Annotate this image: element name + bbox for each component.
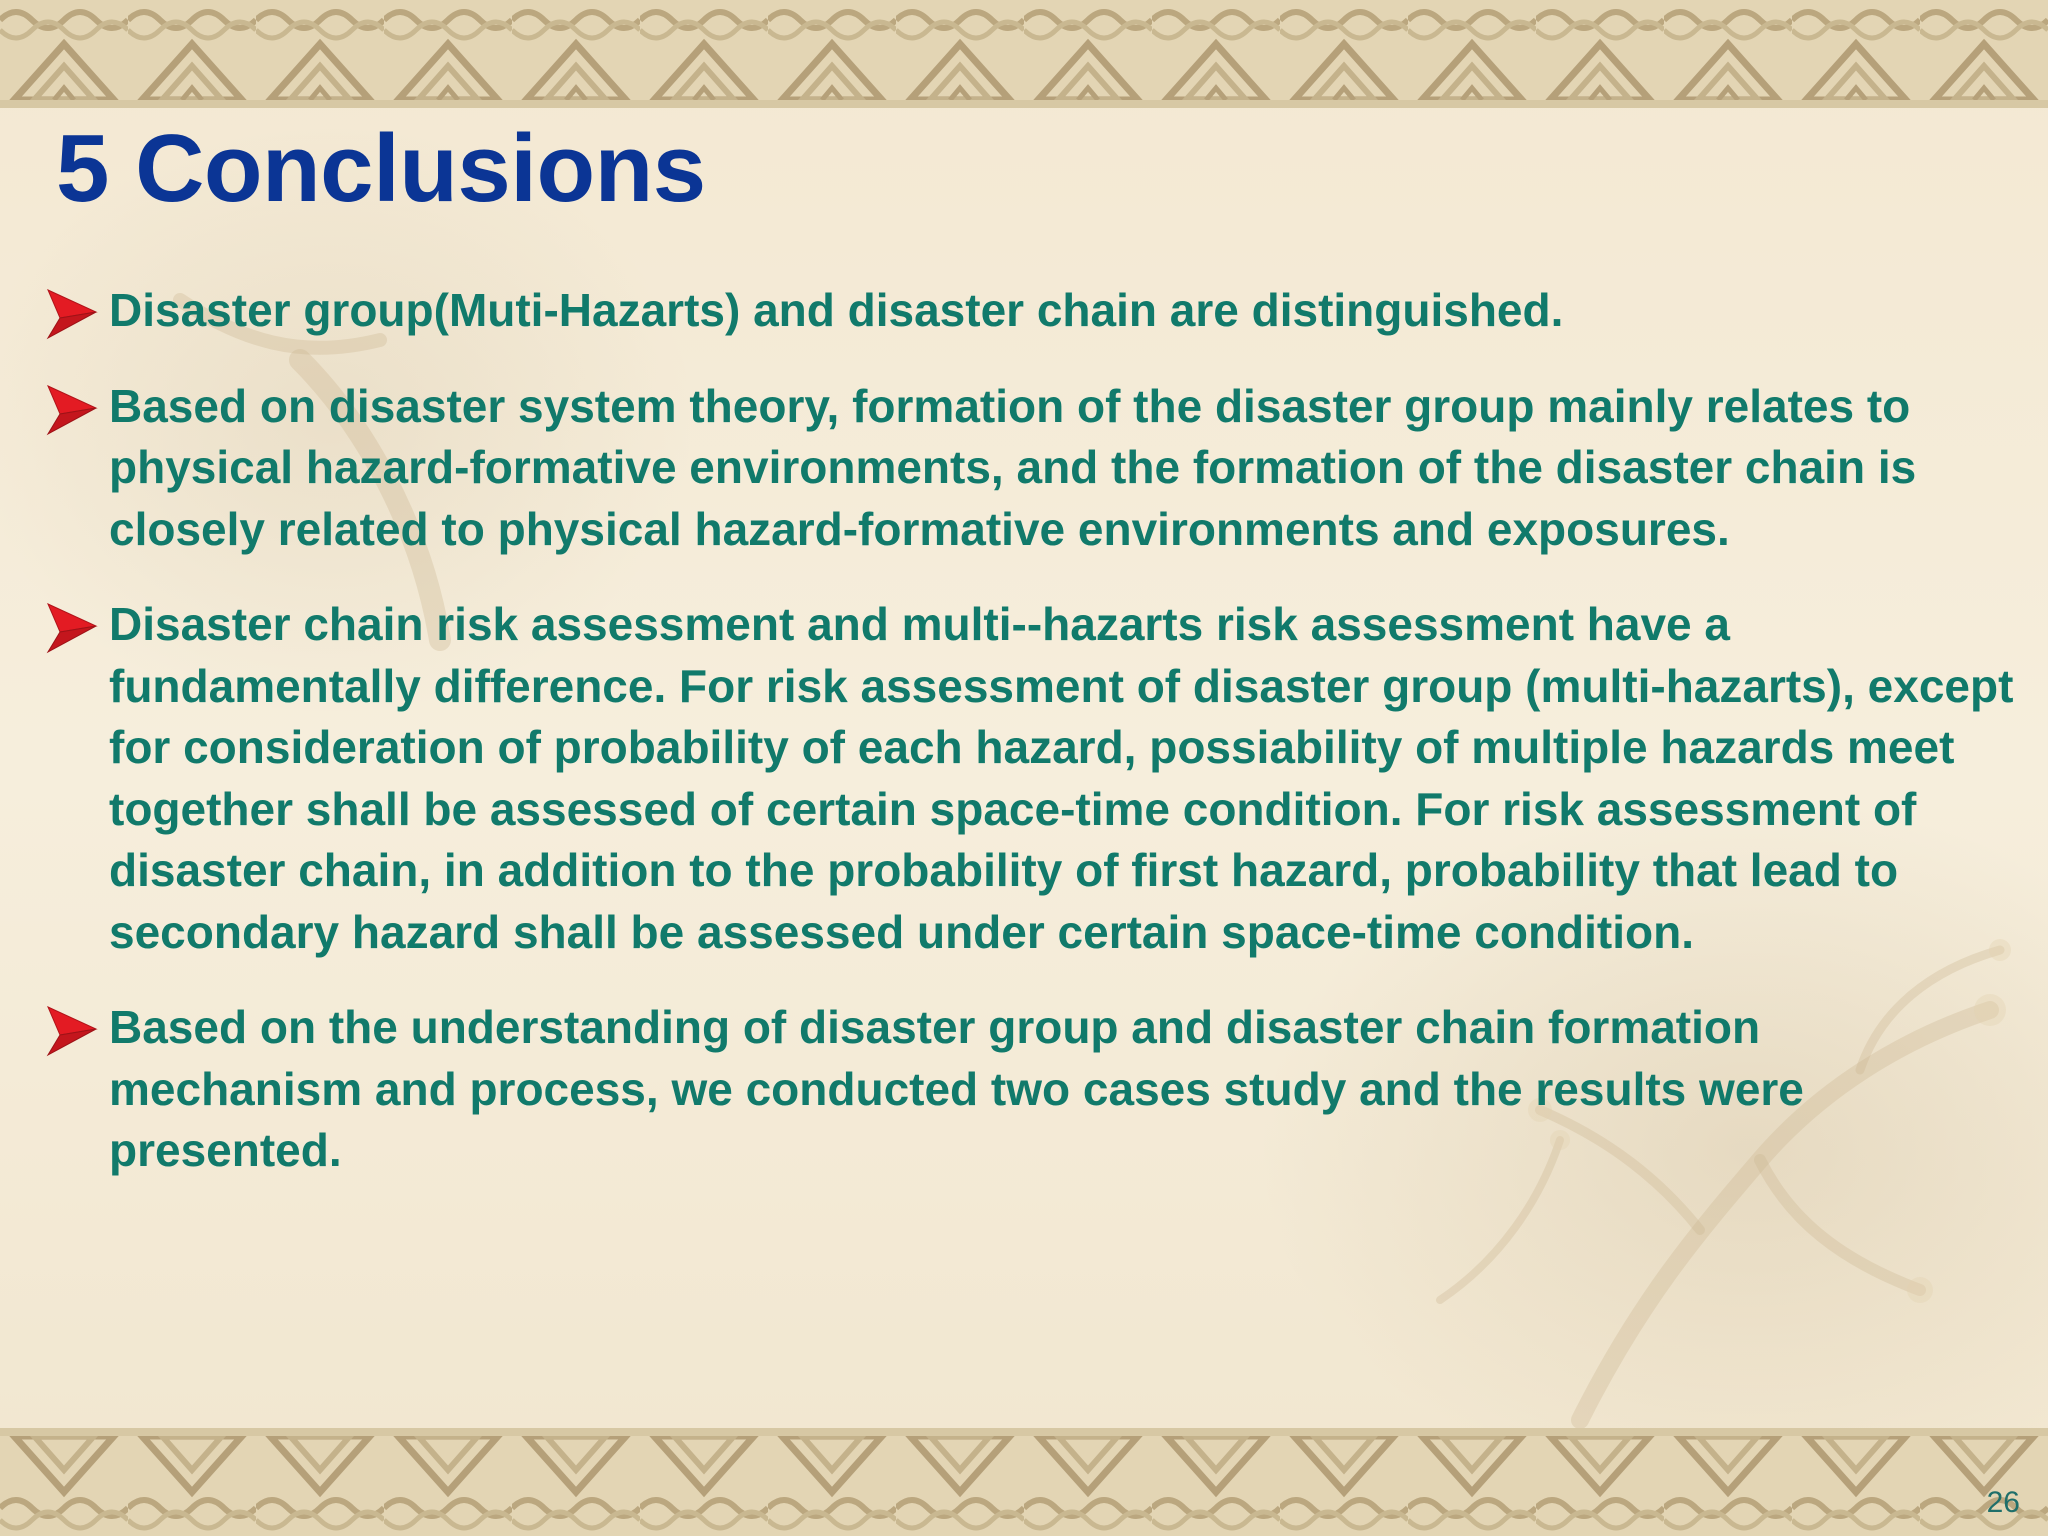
conclusion-text: Disaster group(Muti-Hazarts) and disaster chain are distinguished. <box>109 284 1564 336</box>
arrowhead-bullet-icon <box>46 288 98 340</box>
conclusion-text: Based on the understanding of disaster group and disaster chain formation mechanism and process, we conducted two cases study and the results were presented. <box>109 1001 1804 1176</box>
conclusion-text: Based on disaster system theory, formation of the disaster group mainly relates to physical hazard-formative environments, and the formation of the disaster chain is closely related to physical hazard-formative environments and exposures. <box>109 379 1917 555</box>
top-border-band <box>0 0 2048 108</box>
slide-title: 5 Conclusions <box>56 115 706 222</box>
conclusions-list <box>46 280 2016 1216</box>
conclusion-bullet-1 <box>46 280 2016 342</box>
conclusion-text: Disaster chain risk assessment and multi--hazarts risk assessment have a fundamentally difference. For risk assessment of disaster group (multi-hazarts), except for consideration of probability of each hazard, possiability of multiple hazards meet together shall be assessed of certain space-time condition. For risk assessment of disaster chain, in addition to the probability of first hazard, probability that lead to secondary hazard shall be assessed under certain space-time condition. <box>109 598 2014 958</box>
arrowhead-bullet-icon <box>46 1005 98 1057</box>
page-number: 26 <box>1986 1486 2020 1519</box>
bottom-border-band <box>0 1428 2048 1536</box>
conclusion-bullet-2 <box>46 376 2016 561</box>
arrowhead-bullet-icon <box>46 384 98 436</box>
conclusion-bullet-3 <box>46 594 2016 963</box>
arrowhead-bullet-icon <box>46 602 98 654</box>
conclusion-bullet-4 <box>46 997 2016 1182</box>
